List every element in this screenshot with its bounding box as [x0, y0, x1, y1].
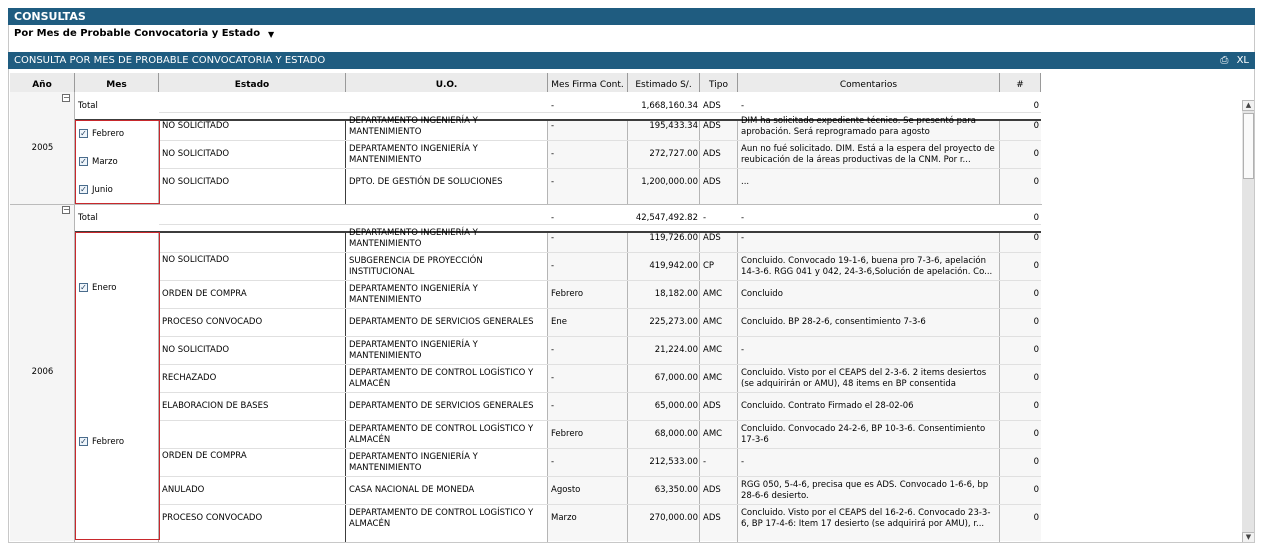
comentarios-cell: - [741, 457, 745, 467]
estado-cell: ELABORACION DE BASES [162, 401, 269, 411]
report-selector-row [8, 25, 1255, 52]
tipo-cell: - [703, 457, 707, 467]
total-comentarios: - [741, 212, 745, 223]
comentarios-cell: Concluido. Visto por el CEAPS del 16-2-6. Convocado 23-3-6, BP 17-4-6: Item 17 desierto (se adquirirá por AMU), r... [741, 507, 991, 529]
mes-firma-cell: - [551, 121, 555, 131]
num-cell: 0 [1033, 457, 1039, 467]
selection-box-2006 [75, 232, 160, 540]
mes-firma-cell: - [551, 373, 555, 383]
estimado-cell: 119,726.00 [649, 233, 698, 243]
mes-firma-cell: Marzo [551, 513, 577, 523]
num-cell: 0 [1033, 429, 1039, 439]
mes-firma-cell: - [551, 233, 555, 243]
tipo-cell: ADS [703, 485, 721, 495]
num-cell: 0 [1033, 261, 1039, 271]
excel-icon[interactable]: XL [1236, 55, 1249, 66]
report-title: CONSULTA POR MES DE PROBABLE CONVOCATORIA Y ESTADO [14, 55, 326, 66]
col-header-mes[interactable]: Mes [75, 73, 159, 98]
tipo-cell: ADS [703, 233, 721, 243]
uo-cell: DEPARTAMENTO DE CONTROL LOGÍSTICO Y ALMACÉN [349, 507, 534, 529]
estimado-cell: 270,000.00 [649, 513, 698, 523]
estimado-cell: 1,200,000.00 [641, 177, 698, 187]
tipo-cell: ADS [703, 177, 721, 187]
uo-cell: SUBGERENCIA DE PROYECCIÓN INSTITUCIONAL [349, 255, 483, 277]
mes-firma-cell: - [551, 261, 555, 271]
total-estimado: 1,668,160.34 [641, 100, 698, 111]
comentarios-cell: Aun no fué solicitado. DIM. Está a la espera del proyecto de reubicación de la áreas productivas de la CNM. Por r... [741, 143, 995, 165]
year-divider [10, 204, 1042, 205]
comentarios-cell: - [741, 233, 745, 243]
estimado-cell: 63,350.00 [654, 485, 698, 495]
scroll-thumb[interactable] [1243, 113, 1254, 179]
mes-firma-cell: Agosto [551, 485, 581, 495]
mes-firma-cell: Ene [551, 317, 567, 327]
tipo-cell: ADS [703, 513, 721, 523]
estado-cell: NO SOLICITADO [162, 345, 230, 355]
month-label: Junio [92, 185, 113, 195]
estimado-cell: 419,942.00 [649, 261, 698, 271]
total-num: 0 [1033, 212, 1039, 223]
report-title-bar [8, 52, 1255, 69]
num-cell: 0 [1033, 345, 1039, 355]
num-cell: 0 [1033, 177, 1039, 187]
collapse-icon[interactable]: − [63, 93, 70, 102]
col-header-estado[interactable]: Estado [159, 73, 346, 98]
mes-firma-cell: Febrero [551, 289, 584, 299]
comentarios-cell: Concluido. Visto por el CEAPS del 2-3-6. 2 items desiertos (se adquirirán or AMU), 48 items en BP consentida [741, 367, 987, 389]
tipo-cell: AMC [703, 289, 723, 299]
total-label: Total [78, 212, 98, 223]
checkbox-icon[interactable]: ✓ [80, 185, 87, 194]
tipo-cell: AMC [703, 317, 723, 327]
mes-firma-cell: - [551, 149, 555, 159]
estimado-cell: 65,000.00 [654, 401, 698, 411]
num-cell: 0 [1033, 149, 1039, 159]
total-tipo: ADS [703, 100, 721, 111]
total-mes-firma: - [551, 212, 555, 223]
col-header-uo[interactable]: U.O. [346, 73, 548, 98]
total-estimado: 42,547,492.82 [635, 212, 698, 223]
collapse-icon[interactable]: − [63, 205, 70, 214]
mes-firma-cell: - [551, 401, 555, 411]
uo-cell: CASA NACIONAL DE MONEDA [349, 485, 475, 495]
year-label: 2006 [31, 367, 54, 377]
estimado-cell: 212,533.00 [649, 457, 698, 467]
num-cell: 0 [1033, 289, 1039, 299]
tipo-cell: ADS [703, 121, 721, 131]
mes-firma-cell: - [551, 345, 555, 355]
estimado-cell: 18,182.00 [654, 289, 698, 299]
num-cell: 0 [1033, 121, 1039, 131]
estado-cell: PROCESO CONVOCADO [162, 317, 263, 327]
scroll-up-icon[interactable]: ▲ [1242, 100, 1255, 111]
estado-cell: NO SOLICITADO [162, 149, 230, 159]
estado-cell: RECHAZADO [162, 373, 217, 383]
num-cell: 0 [1033, 485, 1039, 495]
estimado-cell: 225,273.00 [649, 317, 698, 327]
uo-cell: DEPARTAMENTO DE SERVICIOS GENERALES [349, 401, 534, 411]
estado-cell: NO SOLICITADO [162, 255, 230, 265]
num-cell: 0 [1033, 401, 1039, 411]
total-tipo: - [703, 212, 707, 223]
month-label: Enero [92, 283, 117, 293]
estimado-cell: 195,433.34 [649, 121, 698, 131]
window-title: CONSULTAS [8, 8, 1255, 25]
col-header-estimado[interactable]: Estimado S/. [628, 73, 700, 98]
estimado-cell: 68,000.00 [654, 429, 698, 439]
dropdown-arrow-icon[interactable]: ▼ [268, 30, 275, 39]
comentarios-cell: Concluido [741, 289, 783, 299]
tipo-cell: ADS [703, 401, 721, 411]
total-comentarios: - [741, 100, 745, 111]
total-label: Total [78, 100, 98, 111]
tipo-cell: ADS [703, 149, 721, 159]
num-cell: 0 [1033, 233, 1039, 243]
tipo-cell: AMC [703, 345, 723, 355]
col-header-comentarios[interactable]: Comentarios [738, 73, 1000, 98]
checkbox-icon[interactable]: ✓ [80, 437, 87, 446]
uo-cell: DPTO. DE GESTIÓN DE SOLUCIONES [349, 177, 503, 187]
tipo-cell: AMC [703, 429, 723, 439]
tipo-cell: CP [703, 261, 715, 271]
mes-firma-cell: - [551, 457, 555, 467]
comentarios-cell: ... [741, 177, 750, 187]
num-cell: 0 [1033, 373, 1039, 383]
consultas-panel [8, 8, 1255, 543]
total-mes-firma: - [551, 100, 555, 111]
pivot-table [8, 69, 1255, 543]
uo-cell: DEPARTAMENTO INGENIERÍA Y MANTENIMIENTO [349, 115, 478, 137]
col-header-anio[interactable]: Año [10, 73, 75, 98]
uo-cell: DEPARTAMENTO INGENIERÍA Y MANTENIMIENTO [349, 143, 478, 165]
estimado-cell: 272,727.00 [649, 149, 698, 159]
uo-cell: DEPARTAMENTO INGENIERÍA Y MANTENIMIENTO [349, 451, 478, 473]
vertical-scrollbar[interactable] [1242, 100, 1255, 543]
uo-cell: DEPARTAMENTO INGENIERÍA Y MANTENIMIENTO [349, 339, 478, 361]
estado-cell: ANULADO [162, 485, 205, 495]
estado-cell: ORDEN DE COMPRA [162, 451, 247, 461]
checkbox-icon[interactable]: ✓ [80, 157, 87, 166]
comentarios-cell: RGG 050, 5-4-6, precisa que es ADS. Convocado 1-6-6, bp 28-6-6 desierto. [741, 479, 989, 501]
total-num: 0 [1033, 100, 1039, 111]
estimado-cell: 21,224.00 [654, 345, 698, 355]
comentarios-cell: - [741, 345, 745, 355]
uo-cell: DEPARTAMENTO DE SERVICIOS GENERALES [349, 317, 534, 327]
comentarios-cell: Concluido. Convocado 24-2-6, BP 10-3-6. Consentimiento 17-3-6 [741, 423, 986, 445]
estado-cell: NO SOLICITADO [162, 121, 230, 131]
estimado-cell: 67,000.00 [654, 373, 698, 383]
month-label: Febrero [92, 437, 125, 447]
uo-cell: DEPARTAMENTO INGENIERÍA Y MANTENIMIENTO [349, 227, 478, 249]
month-label: Marzo [92, 157, 118, 167]
mes-firma-cell: - [551, 177, 555, 187]
num-cell: 0 [1033, 513, 1039, 523]
comentarios-cell: Concluido. Convocado 19-1-6, buena pro 7-3-6, apelación 14-3-6. RGG 041 y 042, 24-3-6,Solución de apelación. Co... [741, 255, 993, 277]
estado-cell: NO SOLICITADO [162, 177, 230, 187]
comentarios-cell: Concluido. BP 28-2-6, consentimiento 7-3-6 [741, 317, 926, 327]
col-header-num[interactable]: # [1000, 73, 1041, 98]
report-selector[interactable]: Por Mes de Probable Convocatoria y Estado [14, 28, 261, 39]
uo-cell: DEPARTAMENTO DE CONTROL LOGÍSTICO Y ALMACÉN [349, 423, 534, 445]
uo-cell: DEPARTAMENTO DE CONTROL LOGÍSTICO Y ALMACÉN [349, 367, 534, 389]
uo-cell: DEPARTAMENTO INGENIERÍA Y MANTENIMIENTO [349, 283, 478, 305]
mes-firma-cell: Febrero [551, 429, 584, 439]
selection-box-2005 [75, 120, 160, 204]
estado-cell: ORDEN DE COMPRA [162, 289, 247, 299]
scroll-down-icon[interactable]: ▼ [1242, 532, 1255, 543]
checkbox-icon[interactable]: ✓ [80, 129, 87, 138]
checkbox-icon[interactable]: ✓ [80, 283, 87, 292]
num-cell: 0 [1033, 317, 1039, 327]
year-label: 2005 [31, 143, 54, 153]
comentarios-cell: Concluido. Contrato Firmado el 28-02-06 [741, 401, 914, 411]
col-header-mes-firma[interactable]: Mes Firma Cont. [548, 73, 628, 98]
col-header-tipo[interactable]: Tipo [700, 73, 738, 98]
estado-cell: PROCESO CONVOCADO [162, 513, 263, 523]
month-label: Febrero [92, 129, 125, 139]
comentarios-cell: DIM ha solicitado expediente técnico. Se presentó para aprobación. Será reprogramado para agosto [741, 115, 976, 137]
tipo-cell: AMC [703, 373, 723, 383]
printer-icon[interactable]: ⎙ [1220, 55, 1229, 66]
